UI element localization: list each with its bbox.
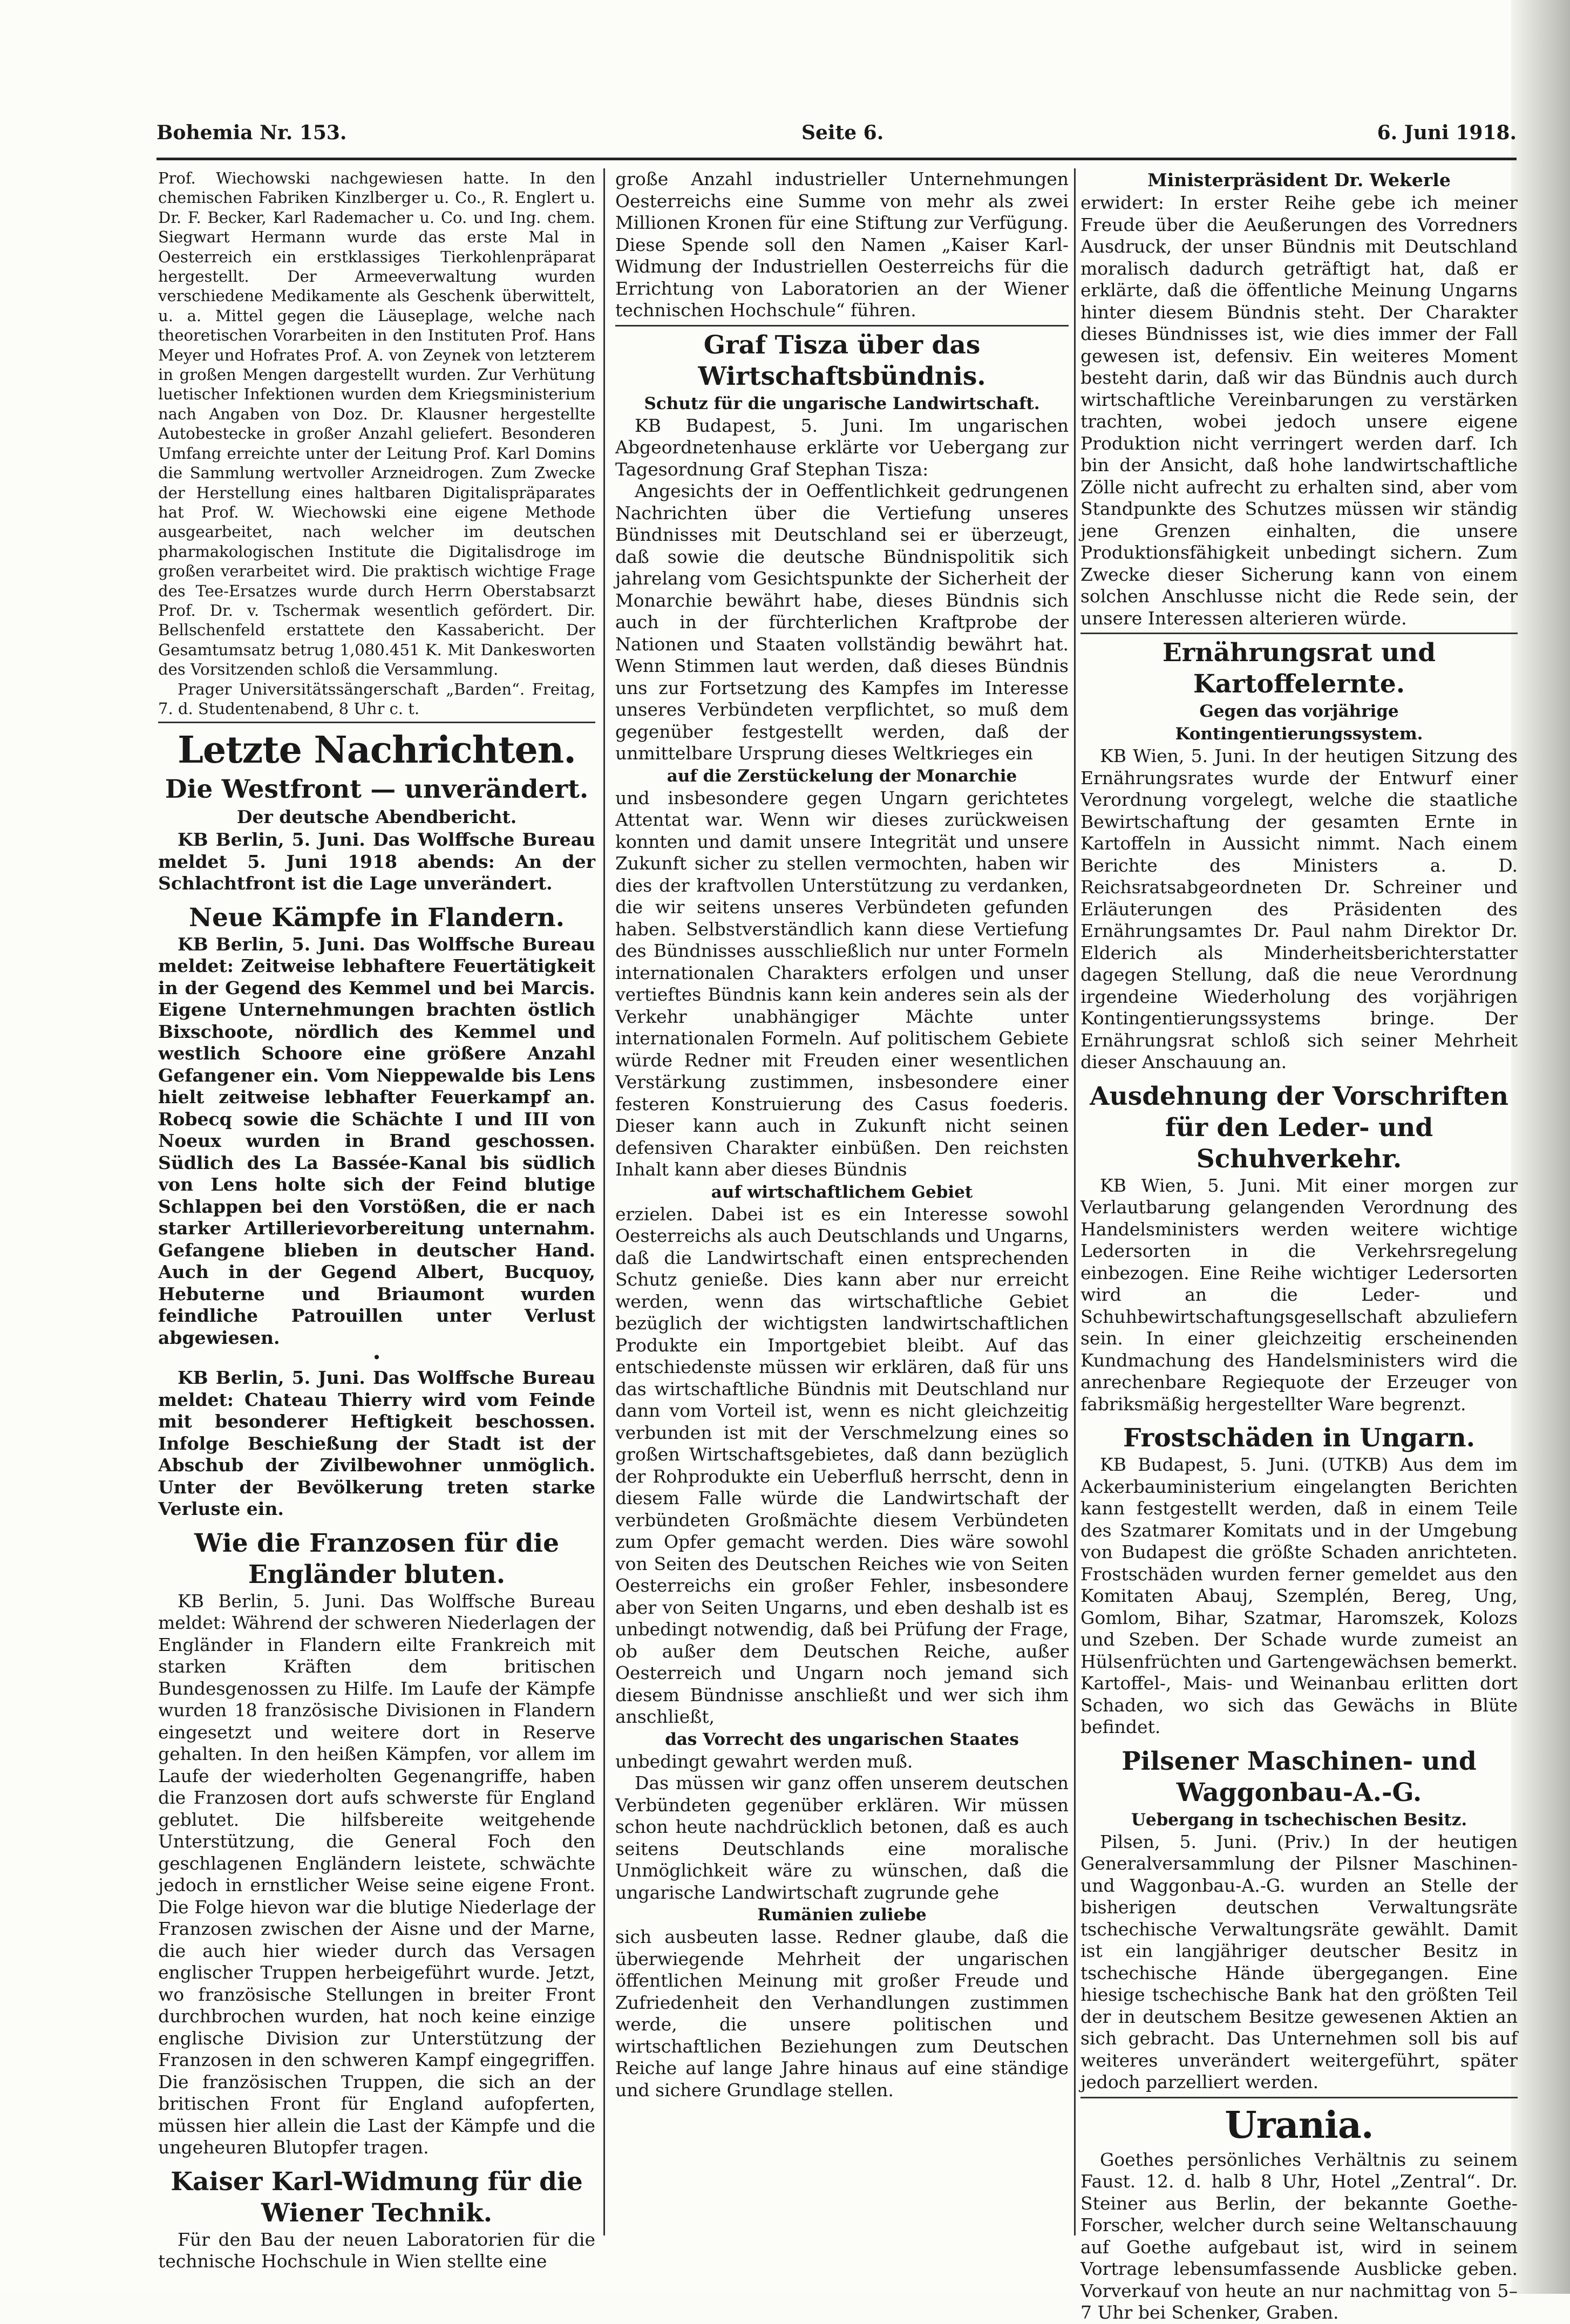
subheadline-tisza: Schutz für die ungarische Landwirtschaft.	[644, 393, 1040, 413]
subheadline-ernaehrungsrat: Gegen das vorjährige Kontingentierungssystem.	[1175, 702, 1423, 744]
subheadline-vorrecht: das Vorrecht des ungarischen Staates	[665, 1729, 1019, 1749]
header-date: 6. Juni 1918.	[1377, 121, 1517, 144]
subheadline-wirtschaft: auf wirtschaftlichem Gebiet	[711, 1182, 973, 1202]
article-chateau-thierry: KB Berlin, 5. Juni. Das Wolffsche Bureau meldet: Chateau Thierry wird vom Feinde mit besonderer Heftigkeit beschossen. Infolge Beschießung der Stadt ist der Abschub der Zivilbewohner unmöglich. Unter der Bevölkerung treten starke Verluste ein.	[158, 1367, 595, 1520]
article-kaiser-karl-widmung: Für den Bau der neuen Laboratorien für die technische Hochschule in Wien stellte eine	[158, 2228, 595, 2272]
column-1	[158, 168, 595, 2272]
separator	[1080, 633, 1518, 634]
article-tisza-vorrecht-2: Das müssen wir ganz offen unserem deutschen Verbündeten gegenüber erklären. Wir müssen schon heute nachdrücklich betonen, daß es auch seitens Deutschlands eine moralische Unmöglichkeit wäre zu wünschen, daß die ungarische Landwirtschaft zugrunde gehe	[615, 1772, 1069, 1903]
subheadline-pilsener: Uebergang in tschechischen Besitz.	[1131, 1810, 1467, 1830]
article-franzosen: KB Berlin, 5. Juni. Das Wolffsche Bureau meldet: Während der schweren Niederlagen der Engländer in Flandern eilte Frankreich mit starken Kräften dem britischen Bundesgenossen zu Hilfe. Im Laufe der Kämpfe wurden 18 französische Divisionen in Flandern eingesetzt und weitere dort in Reserve gehalten. In den heißen Kämpfen, vor allem im Laufe der wiederholten Gegenangriffe, haben die Franzosen dort aufs schwerste für England geblutet. Die hilfsbereite weitgehende Unterstützung, die General Foch den geschlagenen Engländern leistete, schwächte jedoch in ernstlicher Weise seine eigene Front. Die Folge hievon war die blutige Niederlage der Franzosen zwischen der Aisne und der Marne, die auch hier wieder durch das Versagen englischer Truppen herbeigeführt wurde. Jetzt, wo französische Stellungen in breiter Front durchbrochen wurden, hat noch keine einzige englische Division zur Unterstützung der Franzosen in den schweren Kampf eingegriffen. Die französischen Truppen, die sich an der britischen Front für England aufopferten, müssen hier allein die Last der Kämpfe und die ungeheuren Blutopfer tragen.	[158, 1590, 595, 2158]
column-3	[1080, 168, 1518, 2323]
article-wekerle: erwidert: In erster Reihe gebe ich meiner Freude über die Aeußerungen des Vorredners Ausdruck, der unser Bündnis mit Deutschland moralisch dadurch geträftigt hat, daß er erklärte, daß die öffentliche Meinung Ungarns hinter diesem Bündnis steht. Der Charakter dieses Bündnisses ist, wie dies immer der Fall gewesen ist, defensiv. Ein weiteres Moment besteht darin, daß wir das Bündnis auch durch wirtschaftliche Vereinbarungen zu verstärken trachten, wobei jedoch unsere eigene Produktion nicht verringert werden darf. Ich bin der Ansicht, daß hohe landwirtschaftliche Zölle nicht aufrecht zu erhalten sind, aber vom Standpunkte des Schutzes müssen wir ständig jene Grenzen einhalten, die unsere Produktionsfähigkeit unbedingt sichern. Zum Zwecke dieser Sicherung kann von einem solchen Anschlusse nicht die Rede sein, der unsere Interessen alterieren würde.	[1080, 192, 1518, 629]
article-tisza-intro: KB Budapest, 5. Juni. Im ungarischen Abgeordnetenhause erklärte vor Uebergang zur Tagesordnung Graf Stephan Tisza:	[615, 414, 1069, 480]
article-ernaehrungsrat: KB Wien, 5. Juni. In der heutigen Sitzung des Ernährungsrates wurde der Entwurf einer Verordnung vorgelegt, welche die staatliche Bewirtschaftung der gesamten Ernte in Kartoffeln in Aussicht nimmt. Nach einem Berichte des Ministers a. D. Reichsratsabgeordneten Dr. Schreiner und Erläuterungen des Präsidenten des Ernährungsamtes Dr. Paul nahm Direktor Dr. Elderich als Minderheitsberichterstatter dagegen Stellung, daß die neue Verordnung irgendeine Wiederholung des vorjährigen Kontingentierungssystems bringe. Der Ernährungsrat schloß sich seiner Mehrheit dieser Anschauung an.	[1080, 745, 1518, 1072]
headline-franzosen: Wie die Franzosen für die Engländer bluten.	[194, 1528, 560, 1589]
header-issue: Bohemia Nr. 153.	[157, 121, 347, 144]
article-flandern: KB Berlin, 5. Juni. Das Wolffsche Bureau meldet: Zeitweise lebhaftere Feuertätigkeit in der Gegend des Kemmel und bei Marcis. Eigene Unternehmungen brachten östlich Bixschoote, nördlich des Kemmel und westlich Schoore eine größere Anzahl Gefangener ein. Vom Nieppewalde bis Lens hielt zeitweise lebhafter Feuerkampf an. Robecq sowie die Schächte I und III von Noeux wurden in Brand geschossen. Südlich des La Bassée-Kanal bis südlich von Lens holte sich der Feind blutige Schlappen bei den Vorstößen, die er nach starker Artillerievorbereitung unternahm. Gefangene blieben in deutscher Hand. Auch in der Gegend Albert, Bucquoy, Hebuterne und Briaumont wurden feindliche Patrouillen unter Verlust abgewiesen.	[158, 933, 595, 1348]
headline-pilsener: Pilsener Maschinen- und Waggonbau-A.-G.	[1122, 1746, 1477, 1807]
column-rule-1	[603, 168, 605, 2235]
article-urania: Goethes persönliches Verhältnis zu seinem Faust. 12. d. halb 8 Uhr, Hotel „Zentral“. Dr. Steiner aus Berlin, der bekannte Goethe-Forscher, welcher durch seine Weltanschauung auf Goethe aufgebaut ist, wird in seinem Vortrage lebensumfassende Ausblicke geben. Vorverkauf von heute an nur nachmittag von 5–7 Uhr bei Schenker, Graben.	[1080, 2149, 1518, 2323]
subheadline-wekerle: Ministerpräsident Dr. Wekerle	[1147, 169, 1451, 191]
column-rule-2	[1074, 168, 1076, 2235]
article-leder-schuhverkehr: KB Wien, 5. Juni. Mit einer morgen zur Verlautbarung gelangenden Verordnung des Handelsministers werden weitere wichtige Ledersorten in die Verkehrsregelung einbezogen. Eine Reihe wichtiger Ledersorten wird an die Leder- und Schuhbewirtschaftungsgesellschaft abzuliefern sein. In einer gleichzeitig erscheinenden Kundmachung des Handelsministers wird die anrechenbare Regiequote der Erzeuger von fabriksmäßig hergestellter Ware begrenzt.	[1080, 1174, 1518, 1415]
headline-kaiser-karl-widmung: Kaiser Karl-Widmung für die Wiener Technik.	[171, 2166, 583, 2228]
article-tisza-vorrecht-1: unbedingt gewahrt werden muß.	[615, 1750, 913, 1772]
header-rule	[157, 158, 1517, 160]
article-tisza-wirtschaft: erzielen. Dabei ist es ein Interesse sowohl Oesterreichs als auch Deutschlands und Ungarns, daß die Landwirtschaft einen entsprechenden Schutz genieße. Dies kann aber nur erreicht werden, wenn das wirtschaftliche Gebiet bezüglich der wichtigsten landwirtschaftlichen Produkte ein Importgebiet bleibt. Auf das entschiedenste müssen wir erklären, daß für uns das wirtschaftliche Bündnis mit Deutschland nur dann vom Vorteil ist, wenn es nicht gleichzeitig verbunden ist mit der Verschmelzung eines so großen Wirtschaftsgebietes, daß dann bezüglich der Rohprodukte ein Ueberfluß herrscht, denn in diesem Falle würde die Landwirtschaft der verbündeten Großmächte diesem Verbündeten zum Opfer gemacht werden. Dies wäre sowohl von Seiten des Deutschen Reiches wie von Seiten Oesterreichs ein großer Fehler, insbesondere aber von Seiten Ungarns, und eben deshalb ist es unbedingt notwendig, daß bei Prüfung der Frage, ob außer dem Deutschen Reiche, außer Oesterreich und Ungarn noch jemand sich diesem Bündnisse anschließt und wer sich ihm anschließt,	[615, 1203, 1069, 1727]
subheadline-abendbericht: Der deutsche Abendbericht.	[236, 806, 517, 828]
article-tisza-body: Angesichts der in Oeffentlichkeit gedrungenen Nachrichten über die Vertiefung unseres Bündnisses mit Deutschland sei er überzeugt, daß sowie die deutsche Bündnispolitik sich jahrelang vom Gesichtspunkte der Sicherheit der Monarchie bewährt habe, dieses Bündnis sich auch in der fürchterlichen Kraftprobe der Nationen und Staaten vollständig bewährt hat. Wenn Stimmen laut werden, daß dieses Bündnis uns zur Fortsetzung des Kampfes im Interesse unseres Verbündeten verpflichtet, so muß dem gegenüber festgestellt werden, daß der unmittelbare Ursprung dieses Weltkrieges ein	[615, 480, 1069, 764]
separator	[158, 722, 595, 723]
subheadline-rumaenien: Rumänien zuliebe	[757, 1905, 927, 1925]
article-small-notice: Prof. Wiechowski nachgewiesen hatte. In den chemischen Fabriken Kinzlberger u. Co., R. Englert u. Dr. F. Becker, Karl Rademacher u. Co. und Ing. chem. Siegwart Hermann wurde das erste Mal in Oesterreich ein erstklassiges Tierkohlenpräparat hergestellt. Der Armeeverwaltung wurden verschiedene Medikamente als Geschenk überwittelt, u. a. Mittel gegen die Läuseplage, welche nach theoretischen Vorarbeiten in den Instituten Prof. Hans Meyer und Hofrates Prof. A. von Zeynek von letzterem in großen Mengen dargestellt wurden. Zur Verhütung luetischer Infektionen wurden dem Kriegsministerium nach Angaben von Doz. Dr. Klausner hergestellte Autobestecke in großer Anzahl geliefert. Besonderen Umfang erreichte unter der Leitung Prof. Karl Domins die Sammlung wertvoller Arzneidrogen. Zum Zwecke der Herstellung eines haltbaren Digitalispräparates hat Prof. W. Wiechowski eine eigene Methode ausgearbeitet, nach welcher im deutschen pharmakologischen Institute die Digitalisdroge im großen verarbeitet wird. Die praktisch wichtige Frage des Tee-Ersatzes wurde durch Herrn Oberstabsarzt Prof. Dr. v. Tschermak wesentlich gefördert. Dir. Bellschenfeld erstattete den Kassabericht. Der Gesamtumsatz betrug 1,080.451 K. Mit Dankesworten des Vorsitzenden schloß die Versammlung.	[158, 169, 595, 679]
separator	[615, 325, 1069, 327]
column-2	[615, 168, 1069, 2241]
headline-ernaehrungsrat: Ernährungsrat und Kartoffelernte.	[1162, 638, 1436, 699]
article-abendbericht: KB Berlin, 5. Juni. Das Wolffsche Bureau meldet 5. Juni 1918 abends: An der Schlachtfront ist die Lage unverändert.	[158, 829, 595, 894]
headline-westfront: Die Westfront — unverändert.	[165, 774, 589, 805]
page-header	[157, 121, 1517, 159]
article-tisza-rumaenien: sich ausbeuten lasse. Redner glaube, daß die überwiegende Mehrheit der ungarischen öffentlichen Meinung mit großer Freude und Zufriedenheit den Verhandlungen zustimmen werde, die unsere politischen und wirtschaftlichen Beziehungen zum Deutschen Reiche auf lange Jahre hinaus auf eine ständige und sichere Grundlage stellen.	[615, 1926, 1069, 2101]
headline-frostschaeden: Frostschäden in Ungarn.	[1123, 1423, 1475, 1453]
article-pilsener: Pilsen, 5. Juni. (Priv.) In der heutigen Generalversammlung der Pilsner Maschinen- und Waggonbau-A.-G. wurden an Stelle der bisherigen deutschen Verwaltungsräte tschechische Verwaltungsräte gewählt. Damit ist ein langjähriger deutscher Besitz in tschechische Hände übergegangen. Eine hiesige tschechische Bank hat den größten Teil der in deutschem Besitze gewesenen Aktien an sich gebracht. Das Unternehmen soll bis auf weiteres unverändert weitergeführt, später jedoch parzelliert werden.	[1080, 1831, 1518, 2092]
headline-flandern: Neue Kämpfe in Flandern.	[189, 902, 565, 933]
page-edge-shadow	[1511, 0, 1570, 2294]
article-kaiser-karl-continued: große Anzahl industrieller Unternehmungen Oesterreichs eine Summe von mehr als zwei Millionen Kronen für eine Stiftung zur Verfügung. Diese Spende soll den Namen „Kaiser Karl-Widmung der Industriellen Oesterreichs für die Errichtung von Laboratorien an der Wiener technischen Hochschule“ führen.	[615, 168, 1069, 321]
dot-separator: •	[372, 1349, 382, 1367]
separator	[1080, 2097, 1518, 2098]
headline-leder-schuhverkehr: Ausdehnung der Vorschriften für den Leder- und Schuhverkehr.	[1090, 1081, 1508, 1174]
section-title: Letzte Nachrichten.	[178, 729, 576, 772]
article-small-notice-2: Prager Universitätssängerschaft „Barden“. Freitag, 7. d. Studentenabend, 8 Uhr c. t.	[158, 679, 595, 718]
headline-tisza: Graf Tisza über das Wirtschaftsbündnis.	[698, 330, 986, 391]
header-page-number: Seite 6.	[801, 121, 884, 144]
subheadline-monarchie: auf die Zerstückelung der Monarchie	[667, 766, 1017, 786]
article-frostschaeden: KB Budapest, 5. Juni. (UTKB) Aus dem im Ackerbauministerium eingelangten Berichten kann festgestellt werden, daß in einem Teile des Szatmarer Komitats und in der Umgebung von Budapest die größte Schaden anrichteten. Frostschäden wurden ferner gemeldet aus den Komitaten Abauj, Szemplén, Bereg, Ung, Gomlom, Bihar, Szatmar, Haromszek, Kolozs und Szeben. Der Schade wurde zumeist an Hülsenfrüchten und Gartengewächsen bemerkt. Kartoffel-, Mais- und Weinanbau erlitten dort Schaden, wo sich das Gewächs in Blüte befindet.	[1080, 1454, 1518, 1737]
headline-urania: Urania.	[1225, 2103, 1374, 2147]
article-tisza-monarchie: und insbesondere gegen Ungarn gerichtetes Attentat war. Wenn wir dieses zurückweisen konnten und damit unsere Integrität und unsere Zukunft sicher zu stellen vermochten, haben wir dies der kraftvollen Unterstützung zu verdanken, die wir seitens unseres Verbündeten gefunden haben. Selbstverständlich kann diese Vertiefung des Bündnisses ausschließlich nur unter Formeln internationalen Charakters erfolgen und unser vertieftes Bündnis kann kein anderes sein als der Verkehr unabhängiger Mächte unter internationalen Formeln. Auf politischem Gebiete würde Redner mit Freuden einer wesentlichen Verstärkung zustimmen, insbesondere einer festeren Konstruierung des Casus foederis. Dieser kann auch in Zukunft nicht seinen defensiven Charakter einbüßen. Den reichsten Inhalt kann aber dieses Bündnis	[615, 787, 1069, 1180]
